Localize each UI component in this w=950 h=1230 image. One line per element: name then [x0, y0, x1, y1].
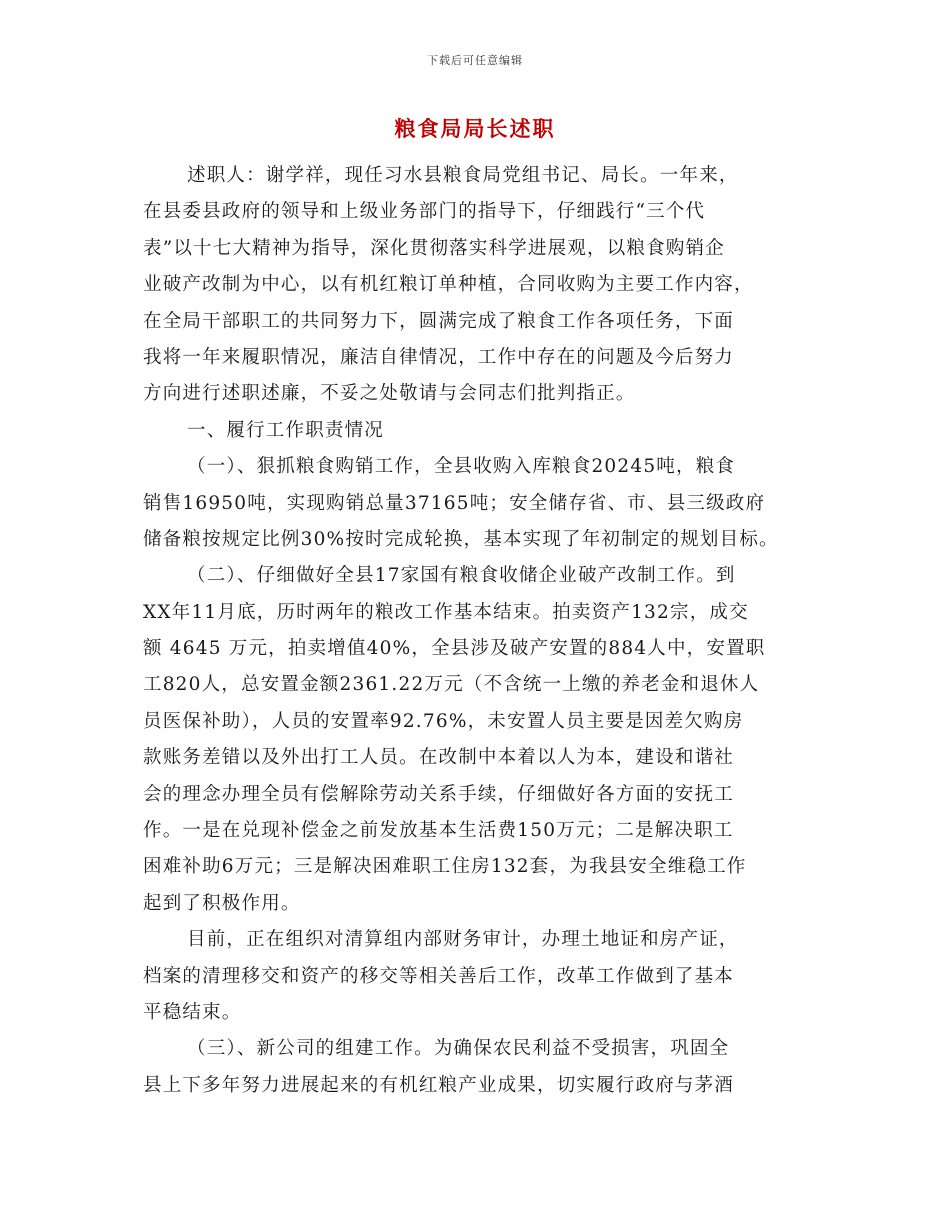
body-line: 平稳结束。: [143, 1001, 242, 1023]
body-line: 额 4645 万元，拍卖增值40%，全县涉及破产安置的884人中，安置职: [143, 638, 766, 660]
body-line: （一）、狠抓粮食购销工作，全县收购入库粮食20245吨，粮食: [187, 456, 736, 478]
body-line: 工820人，总安置金额2361.22万元（不含统一上缴的养老金和退休人: [143, 674, 760, 696]
body-line: 起到了积极作用。: [143, 892, 301, 914]
body-line: 款账务差错以及外出打工人员。在改制中本着以人为本，建设和谐社: [143, 747, 735, 769]
body-line: 作。一是在兑现补偿金之前发放基本生活费150万元；二是解决职工: [143, 820, 734, 842]
page-header: 下载后可任意编辑: [427, 54, 523, 67]
body-line: XX年11月底，历时两年的粮改工作基本结束。拍卖资产132宗，成交: [143, 601, 749, 623]
body-line: 在全局干部职工的共同努力下，圆满完成了粮食工作各项任务，下面: [143, 310, 735, 332]
body-line: 档案的清理移交和资产的移交等相关善后工作，改革工作做到了基本: [143, 965, 735, 987]
body-line: 销售16950吨，实现购销总量37165吨；安全储存省、市、县三级政府: [143, 492, 766, 514]
body-line: 会的理念办理全员有偿解除劳动关系手续，仔细做好各方面的安抚工: [143, 783, 735, 805]
body-line: 县上下多年努力进展起来的有机红粮产业成果，切实履行政府与茅酒: [143, 1074, 735, 1096]
body-line: 困难补助6万元；三是解决困难职工住房132套，为我县安全维稳工作: [143, 856, 747, 878]
body-line: （三）、新公司的组建工作。为确保农民利益不受损害，巩固全: [187, 1038, 730, 1060]
body-line: 方向进行述职述廉，不妥之处敬请与会同志们批判指正。: [143, 383, 636, 405]
body-line: （二）、仔细做好全县17家国有粮食收储企业破产改制工作。到: [187, 565, 736, 587]
document-title: 粮食局局长述职: [394, 116, 556, 141]
body-line: 储备粮按规定比例30%按时完成轮换，基本实现了年初制定的规划目标。: [143, 528, 779, 550]
body-line: 目前，正在组织对清算组内部财务审计，办理土地证和房产证，: [187, 929, 739, 951]
body-line: 一、履行工作职责情况: [187, 419, 385, 441]
body-line: 我将一年来履职情况，廉洁自律情况，工作中存在的问题及今后努力: [143, 346, 735, 368]
body-line: 业破产改制为中心，以有机红粮订单种植，合同收购为主要工作内容，: [143, 274, 754, 296]
document-body: [143, 158, 808, 1104]
body-line: 表”以十七大精神为指导，深化贯彻落实科学进展观，以粮食购销企: [143, 237, 725, 259]
body-line: 在县委县政府的领导和上级业务部门的指导下，仔细践行“三个代: [143, 201, 706, 223]
body-line: 述职人：谢学祥，现任习水县粮食局党组书记、局长。一年来，: [187, 165, 739, 186]
body-line: 员医保补助），人员的安置率92.76%，未安置人员主要是因差欠购房: [143, 710, 744, 732]
